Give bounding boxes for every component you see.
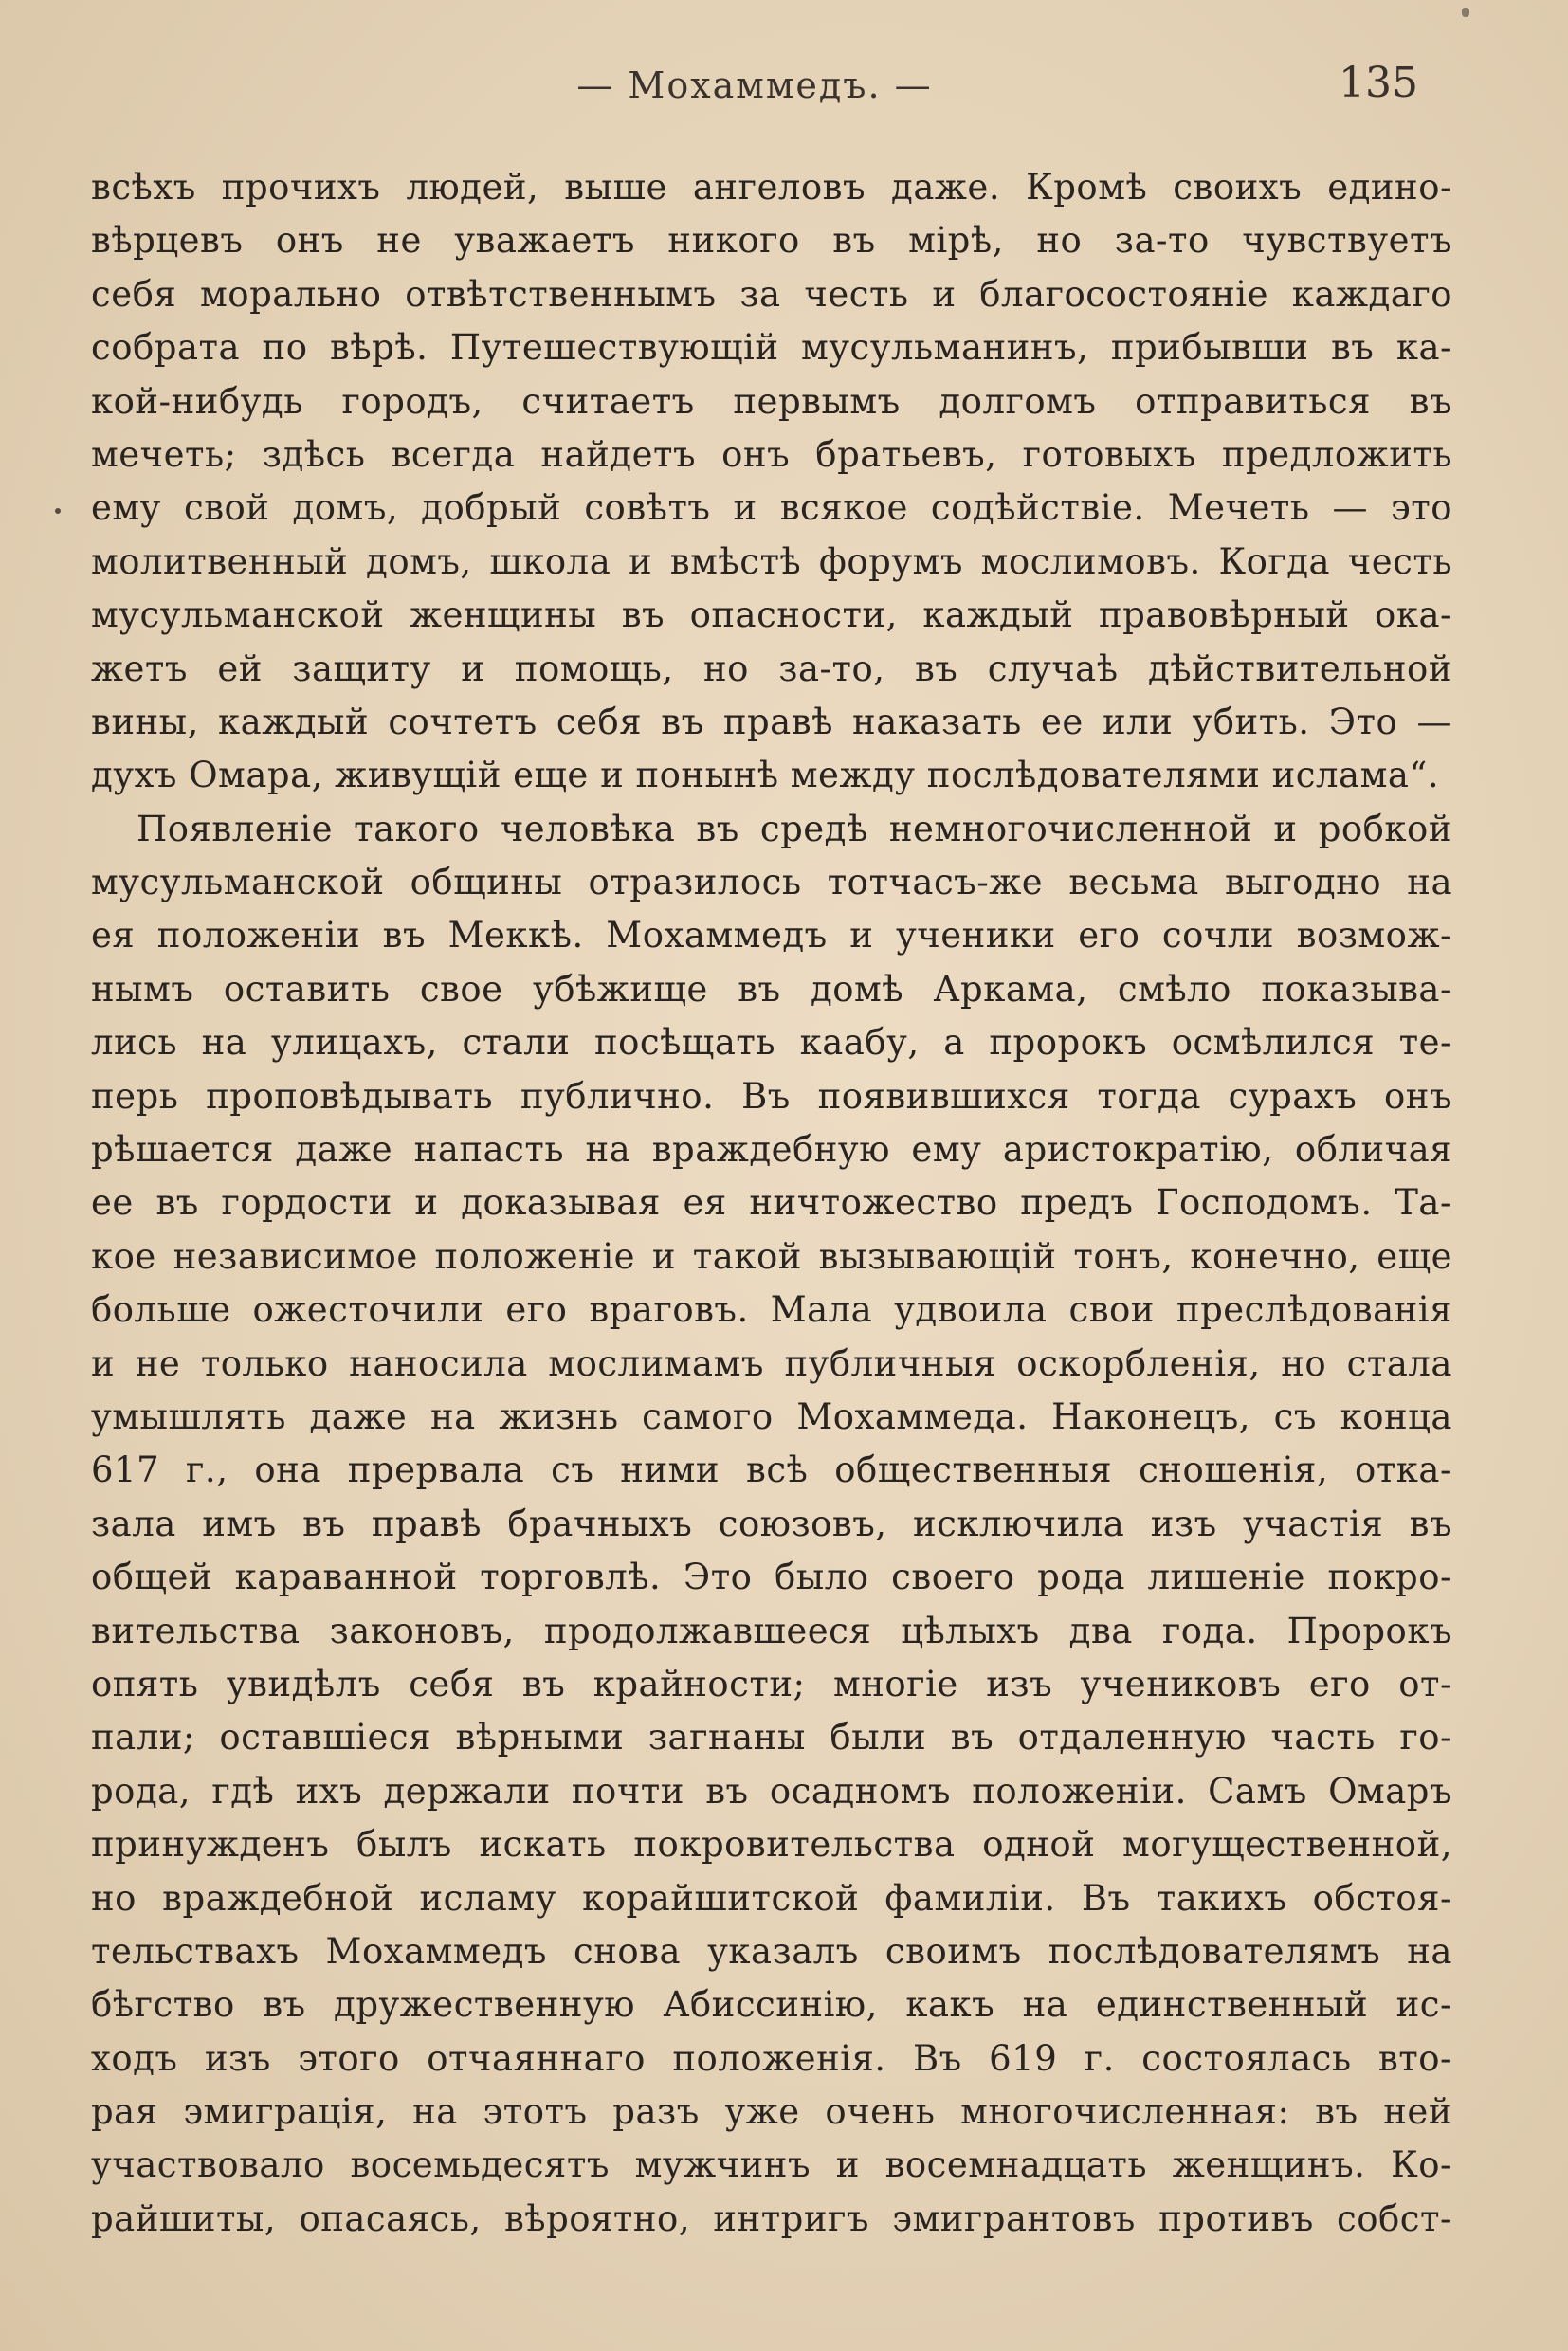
text-line: рая эмиграція, на этотъ разъ уже очень многочисленная: въ ней bbox=[91, 2091, 1452, 2133]
body-text bbox=[91, 161, 1452, 2246]
text-line: и не только наносила мослимамъ публичныя оскорбленія, но стала bbox=[91, 1342, 1452, 1384]
text-line: перь проповѣдывать публично. Въ появившихся тогда сурахъ онъ bbox=[91, 1075, 1452, 1117]
text-line: бѣгство въ дружественную Абиссинію, какъ на единственный ис- bbox=[91, 1984, 1452, 2026]
text-line: ея положеніи въ Меккѣ. Мохаммедъ и ученики его сочли возмож- bbox=[91, 915, 1452, 957]
text-line: пали; оставшіеся вѣрными загнаны были въ отдаленную часть го- bbox=[91, 1717, 1452, 1759]
text-line: мечеть; здѣсь всегда найдетъ онъ братьевъ, готовыхъ предложить bbox=[91, 433, 1452, 475]
text-line: вѣрцевъ онъ не уважаетъ никого въ мірѣ, но за-то чувствуетъ bbox=[91, 220, 1452, 262]
text-line: тельствахъ Мохаммедъ снова указалъ своимъ послѣдователямъ на bbox=[91, 1930, 1452, 1972]
text-line: рѣшается даже напасть на враждебную ему аристократію, обличая bbox=[91, 1129, 1452, 1171]
ink-speck bbox=[1462, 8, 1469, 17]
text-line: райшиты, опасаясь, вѣроятно, интригъ эмигрантовъ противъ собст- bbox=[91, 2197, 1452, 2239]
text-line: себя морально отвѣтственнымъ за честь и благосостояніе каждаго bbox=[91, 273, 1452, 315]
text-line: вительства законовъ, продолжавшееся цѣлыхъ два года. Пророкъ bbox=[91, 1610, 1452, 1651]
margin-mark bbox=[55, 508, 61, 514]
page-header bbox=[91, 59, 1418, 125]
paragraph-start-line: Появленіе такого человѣка въ средѣ немногочисленной и робкой bbox=[137, 808, 1452, 849]
text-line: всѣхъ прочихъ людей, выше ангеловъ даже. Кромѣ своихъ едино- bbox=[91, 167, 1452, 208]
text-line: духъ Омара, живущій еще и понынѣ между послѣдователями ислама“. bbox=[91, 755, 1440, 796]
text-line: рода, гдѣ ихъ держали почти въ осадномъ положеніи. Самъ Омаръ bbox=[91, 1770, 1452, 1812]
text-line: участвовало восемьдесятъ мужчинъ и восемнадцать женщинъ. Ко- bbox=[91, 2144, 1452, 2186]
text-line: мусульманской женщины въ опасности, каждый правовѣрный ока- bbox=[91, 594, 1452, 636]
text-line: ему свой домъ, добрый совѣтъ и всякое содѣйствіе. Мечеть — это bbox=[91, 487, 1452, 529]
running-title: — Мохаммедъ. — bbox=[576, 64, 933, 106]
text-line: больше ожесточили его враговъ. Мала удвоила свои преслѣдованія bbox=[91, 1289, 1452, 1331]
text-line: жетъ ей защиту и помощь, но за-то, въ случаѣ дѣйствительной bbox=[91, 647, 1452, 689]
text-line: мусульманской общины отразилось тотчасъ-же весьма выгодно на bbox=[91, 862, 1452, 903]
text-line: кой-нибудь городъ, считаетъ первымъ долгомъ отправиться въ bbox=[91, 380, 1452, 422]
text-line: 617 г., она прервала съ ними всѣ общественныя сношенія, отка- bbox=[91, 1449, 1452, 1491]
text-line: кое независимое положеніе и такой вызывающій тонъ, конечно, еще bbox=[91, 1235, 1452, 1277]
text-line: ее въ гордости и доказывая ея ничтожество предъ Господомъ. Та- bbox=[91, 1182, 1452, 1224]
text-line: собрата по вѣрѣ. Путешествующій мусульманинъ, прибывши въ ка- bbox=[91, 327, 1452, 369]
text-line: принужденъ былъ искать покровительства одной могущественной, bbox=[91, 1824, 1452, 1866]
text-line: умышлять даже на жизнь самого Мохаммеда. Наконецъ, съ конца bbox=[91, 1395, 1452, 1437]
text-line: зала имъ въ правѣ брачныхъ союзовъ, исключила изъ участія въ bbox=[91, 1503, 1452, 1544]
text-line: опять увидѣлъ себя въ крайности; многіе изъ учениковъ его от- bbox=[91, 1663, 1452, 1704]
text-line: молитвенный домъ, школа и вмѣстѣ форумъ мослимовъ. Когда честь bbox=[91, 540, 1452, 582]
text-line: ходъ изъ этого отчаяннаго положенія. Въ 619 г. состоялась вто- bbox=[91, 2037, 1452, 2079]
text-line: общей караванной торговлѣ. Это было своего рода лишеніе покро- bbox=[91, 1557, 1452, 1598]
text-line: вины, каждый сочтетъ себя въ правѣ наказать ее или убить. Это — bbox=[91, 701, 1452, 742]
page-number: 135 bbox=[1339, 59, 1418, 107]
text-line: но враждебной исламу корайшитской фамиліи. Въ такихъ обстоя- bbox=[91, 1877, 1452, 1919]
text-line: лись на улицахъ, стали посѣщать каабу, а пророкъ осмѣлился те- bbox=[91, 1022, 1452, 1064]
text-line: нымъ оставить свое убѣжище въ домѣ Аркама, смѣло показыва- bbox=[91, 968, 1452, 1010]
